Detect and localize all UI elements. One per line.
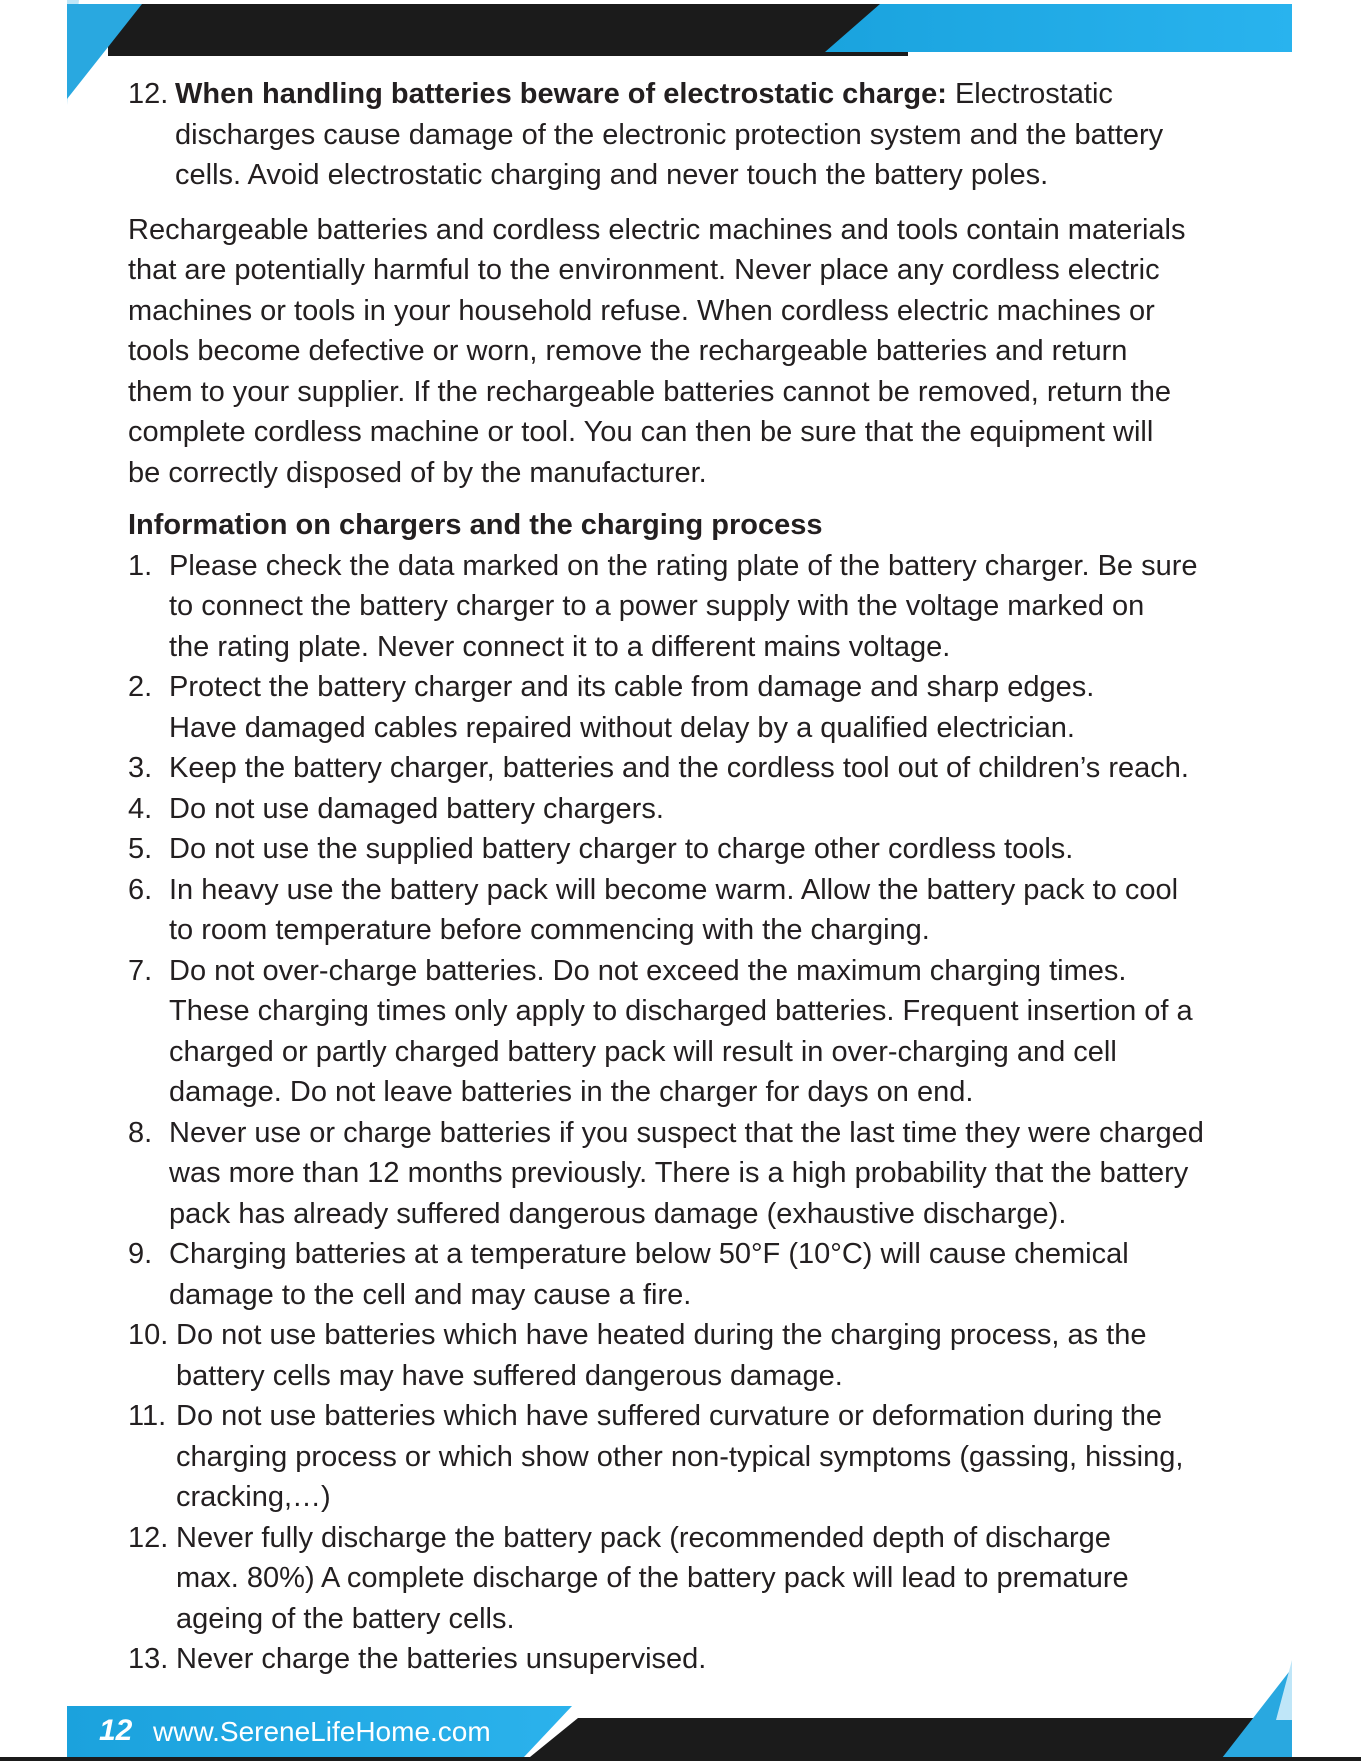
list-item-line: cracking,…) — [176, 1481, 331, 1513]
list-item-line: Never use or charge batteries if you suspect that the last time they were charged — [169, 1116, 1204, 1149]
list-item — [128, 829, 1238, 870]
list-item-number: 8. — [128, 1116, 153, 1149]
list-item — [128, 1518, 1238, 1640]
list-item — [128, 1396, 1238, 1518]
list-item-line: Protect the battery charger and its cable from damage and sharp edges. — [169, 671, 1095, 703]
list-item-lead: When handling batteries beware of electrostatic charge: — [175, 78, 947, 110]
list-item — [128, 546, 1238, 668]
list-item-line: cells. Avoid electrostatic charging and never touch the battery poles. — [175, 159, 1049, 191]
header-blue-band — [825, 4, 1292, 52]
section-heading: Information on chargers and the charging process — [128, 509, 823, 541]
charger-list — [128, 546, 1238, 1680]
list-item-line: damage to the cell and may cause a fire. — [169, 1278, 692, 1311]
header-dark-band — [108, 4, 908, 56]
list-item-number: 2. — [128, 671, 153, 703]
list-item-line: Keep the battery charger, batteries and the cordless tool out of children’s reach. — [169, 752, 1189, 784]
list-item-line: Do not use damaged battery chargers. — [169, 792, 664, 825]
list-item — [128, 748, 1238, 789]
list-item-line: Charging batteries at a temperature below 50°F (10°C) will cause chemical — [169, 1238, 1129, 1270]
list-item-number: 12. — [128, 78, 169, 110]
paragraph-line: them to your supplier. If the rechargeable batteries cannot be removed, return the — [128, 375, 1171, 408]
paragraph-line: Rechargeable batteries and cordless electric machines and tools contain materials — [128, 213, 1186, 246]
list-item-line: In heavy use the battery pack will become warm. Allow the battery pack to cool — [169, 873, 1179, 906]
list-item-number: 7. — [128, 954, 153, 987]
list-item-electrostatic — [128, 74, 1238, 196]
list-item-number: 10. — [128, 1319, 169, 1351]
list-item-line: to room temperature before commencing with the charging. — [169, 914, 930, 946]
list-item — [128, 1315, 1238, 1396]
list-item-number: 13. — [128, 1643, 169, 1675]
list-item-number: 6. — [128, 873, 153, 906]
list-item-line: battery cells may have suffered dangerous damage. — [176, 1359, 843, 1392]
list-item-line: Do not use batteries which have heated during the charging process, as the — [176, 1319, 1147, 1351]
website-link[interactable]: www.SereneLifeHome.com — [153, 1716, 491, 1747]
list-item-text: Electrostatic — [946, 78, 1113, 110]
list-item-line: the rating plate. Never connect it to a different mains voltage. — [169, 630, 951, 663]
list-item — [128, 1113, 1238, 1235]
list-item-line: was more than 12 months previously. There is a high probability that the battery — [169, 1157, 1189, 1189]
list-item-line: ageing of the battery cells. — [176, 1602, 515, 1635]
list-item-line: damage. Do not leave batteries in the charger for days on end. — [169, 1076, 974, 1108]
list-item-number: 1. — [128, 549, 153, 582]
list-item-line: These charging times only apply to discharged batteries. Frequent insertion of a — [169, 995, 1193, 1027]
environment-paragraph — [128, 210, 1238, 494]
list-item-number: 12. — [128, 1521, 169, 1554]
list-item-number: 4. — [128, 792, 153, 825]
list-item — [128, 667, 1238, 748]
list-item-line: Never fully discharge the battery pack (recommended depth of discharge — [176, 1521, 1111, 1554]
list-item — [128, 1639, 1238, 1680]
list-item-line: Have damaged cables repaired without delay by a qualified electrician. — [169, 711, 1075, 744]
paragraph-line: that are potentially harmful to the environment. Never place any cordless electric — [128, 254, 1160, 286]
list-item-line: Do not use batteries which have suffered curvature or deformation during the — [176, 1400, 1163, 1432]
list-item-number: 5. — [128, 833, 153, 865]
list-item-line: Do not use the supplied battery charger to charge other cordless tools. — [169, 833, 1074, 865]
list-item-line: Never charge the batteries unsupervised. — [176, 1643, 707, 1675]
list-item-number: 3. — [128, 752, 153, 784]
list-item-line: charged or partly charged battery pack will result in over-charging and cell — [169, 1035, 1117, 1068]
footer-base-line — [0, 1757, 1361, 1761]
footer-dark-band — [530, 1718, 1290, 1757]
list-item-line: charging process or which show other non-typical symptoms (gassing, hissing, — [176, 1440, 1184, 1473]
list-item-line: to connect the battery charger to a power supply with the voltage marked on — [169, 590, 1145, 622]
paragraph-line: tools become defective or worn, remove the rechargeable batteries and return — [128, 335, 1128, 367]
paragraph-line: machines or tools in your household refuse. When cordless electric machines or — [128, 294, 1155, 327]
paragraph-line: complete cordless machine or tool. You can then be sure that the equipment will — [128, 416, 1154, 448]
list-item-number: 9. — [128, 1238, 153, 1270]
list-item-line: discharges cause damage of the electronic protection system and the battery — [175, 118, 1164, 151]
list-item-line: Please check the data marked on the rating plate of the battery charger. Be sure — [169, 549, 1198, 582]
page-content — [128, 74, 1238, 1680]
list-item — [128, 870, 1238, 951]
list-item-line — [175, 74, 1238, 115]
paragraph-line: be correctly disposed of by the manufacturer. — [128, 456, 707, 489]
list-item-number: 11. — [128, 1400, 167, 1432]
list-item-line: max. 80%) A complete discharge of the battery pack will lead to premature — [176, 1562, 1129, 1594]
list-item — [128, 951, 1238, 1113]
list-item — [128, 1234, 1238, 1315]
list-item-line: pack has already suffered dangerous damage (exhaustive discharge). — [169, 1197, 1067, 1230]
page-number: 12 — [99, 1714, 133, 1747]
list-item-line: Do not over-charge batteries. Do not exceed the maximum charging times. — [169, 954, 1127, 987]
list-item — [128, 789, 1238, 830]
